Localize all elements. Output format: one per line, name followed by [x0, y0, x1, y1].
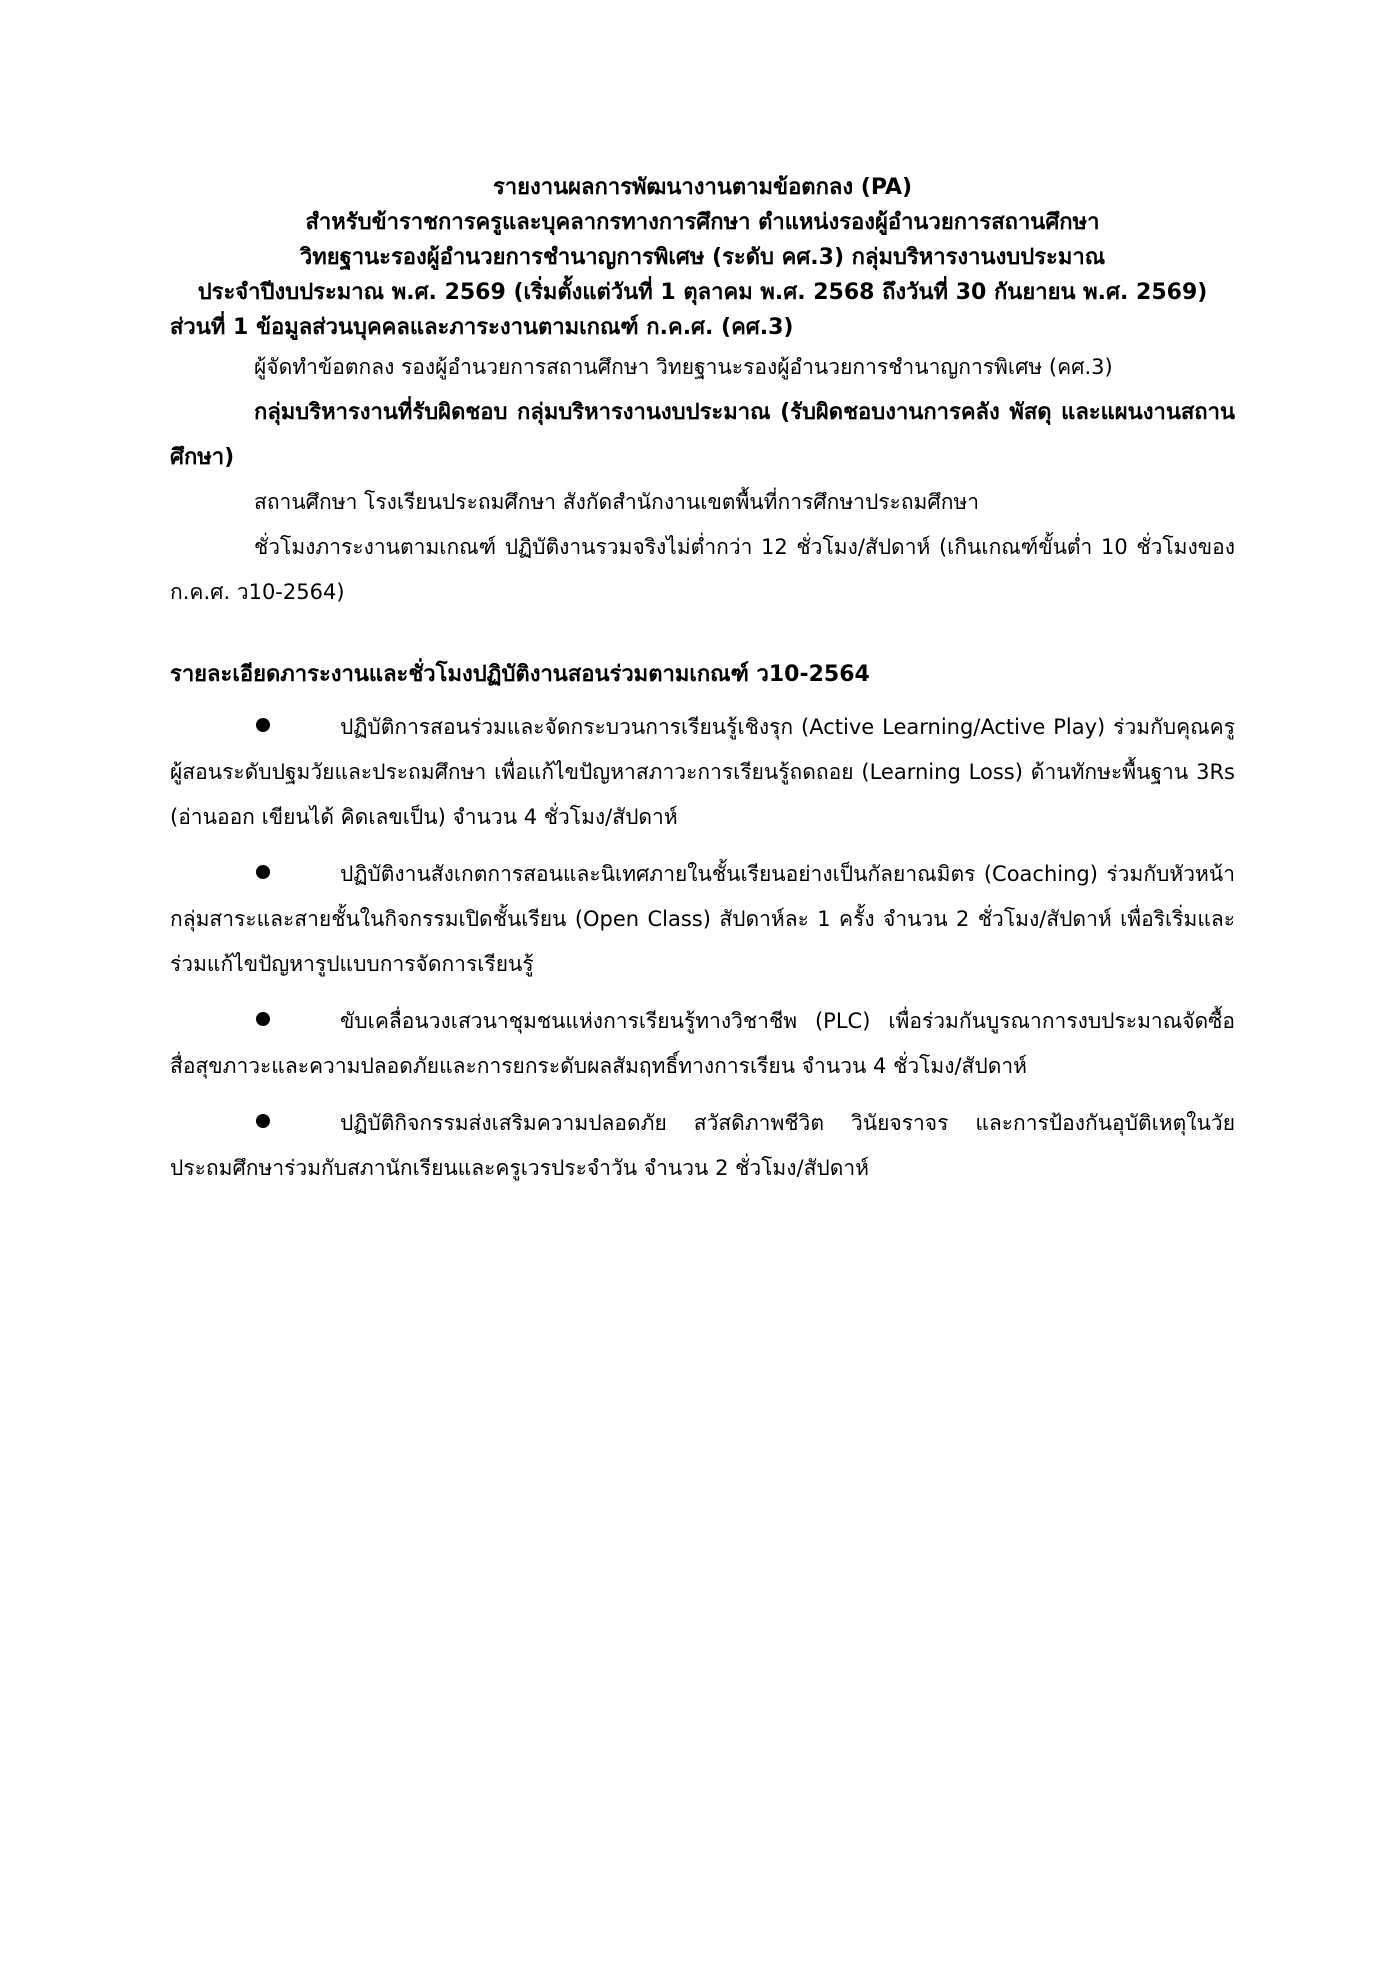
- bullet-icon: [256, 865, 270, 879]
- list-item: [170, 705, 1235, 840]
- bullet-icon: [256, 1114, 270, 1128]
- list-item-text: ปฏิบัติงานสังเกตการสอนและนิเทศภายในชั้นเรียนอย่างเป็นกัลยาณมิตร (Coaching) ร่วมกับหัวหน้ากลุ่มสาระและสายชั้นในกิจกรรมเปิดชั้นเรียน (Open Class) สัปดาห์ละ 1 ครั้ง จำนวน 2 ชั่วโมง/สัปดาห์ เพื่อริเริ่มและร่วมแก้ไขปัญหารูปแบบการจัดการเรียนรู้: [170, 862, 1235, 976]
- agreement-maker-paragraph: ผู้จัดทำข้อตกลง รองผู้อำนวยการสถานศึกษา วิทยฐานะรองผู้อำนวยการชำนาญการพิเศษ (คศ.3): [254, 355, 1113, 379]
- part1-heading: ส่วนที่ 1 ข้อมูลส่วนบุคคลและภาระงานตามเกณฑ์ ก.ค.ศ. (คศ.3): [170, 315, 794, 340]
- title-line-2: สำหรับข้าราชการครูและบุคลากรทางการศึกษา ตำแหน่งรองผู้อำนวยการสถานศึกษา: [305, 210, 1100, 235]
- title-line-4: ประจำปีงบประมาณ พ.ศ. 2569 (เริ่มตั้งแต่วันที่ 1 ตุลาคม พ.ศ. 2568 ถึงวันที่ 30 กันยายน พ.ศ. 2569): [197, 280, 1208, 305]
- list-item-text: ขับเคลื่อนวงเสวนาชุมชนแห่งการเรียนรู้ทางวิชาชีพ (PLC) เพื่อร่วมกันบูรณาการงบประมาณจัดซื้อสื่อสุขภาวะและความปลอดภัยและการยกระดับผลสัมฤทธิ์ทางการเรียน จำนวน 4 ชั่วโมง/สัปดาห์: [170, 1009, 1235, 1078]
- school-paragraph: สถานศึกษา โรงเรียนประถมศึกษา สังกัดสำนักงานเขตพื้นที่การศึกษาประถมศึกษา: [254, 490, 980, 514]
- title-line-1: รายงานผลการพัฒนางานตามข้อตกลง (PA): [492, 175, 913, 200]
- section-spacer: [170, 615, 1235, 655]
- list-item: [170, 999, 1235, 1089]
- responsible-group-paragraph: กลุ่มบริหารงานที่รับผิดชอบ กลุ่มบริหารงานงบประมาณ (รับผิดชอบงานการคลัง พัสดุ และแผนงานสถานศึกษา): [170, 400, 1235, 470]
- title-line-3: วิทยฐานะรองผู้อำนวยการชำนาญการพิเศษ (ระดับ คศ.3) กลุ่มบริหารงานงบประมาณ: [299, 245, 1106, 270]
- list-item: [170, 852, 1235, 987]
- list-item-text: ปฏิบัติกิจกรรมส่งเสริมความปลอดภัย สวัสดิภาพชีวิต วินัยจราจร และการป้องกันอุบัติเหตุในวัยประถมศึกษาร่วมกับสภานักเรียนและครูเวรประจำวัน จำนวน 2 ชั่วโมง/สัปดาห์: [170, 1111, 1235, 1180]
- list-item: [170, 1101, 1235, 1191]
- details-heading: รายละเอียดภาระงานและชั่วโมงปฏิบัติงานสอนร่วมตามเกณฑ์ ว10-2564: [170, 662, 870, 687]
- bullet-icon: [256, 718, 270, 732]
- document-title: [170, 170, 1235, 310]
- bullet-icon: [256, 1012, 270, 1026]
- list-item-text: ปฏิบัติการสอนร่วมและจัดกระบวนการเรียนรู้เชิงรุก (Active Learning/Active Play) ร่วมกับคุณครูผู้สอนระดับปฐมวัยและประถมศึกษา เพื่อแก้ไขปัญหาสภาวะการเรียนรู้ถดถอย (Learning Loss) ด้านทักษะพื้นฐาน 3Rs (อ่านออก เขียนได้ คิดเลขเป็น) จำนวน 4 ชั่วโมง/สัปดาห์: [170, 715, 1235, 829]
- document-page: [170, 170, 1235, 1203]
- workload-hours-paragraph: ชั่วโมงภาระงานตามเกณฑ์ ปฏิบัติงานรวมจริงไม่ต่ำกว่า 12 ชั่วโมง/สัปดาห์ (เกินเกณฑ์ขั้นต่ำ 10 ชั่วโมงของ ก.ค.ศ. ว10-2564): [170, 535, 1235, 604]
